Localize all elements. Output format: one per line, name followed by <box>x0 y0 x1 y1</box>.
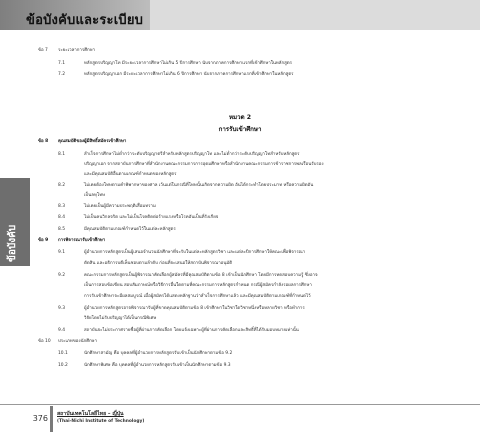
clause-text: นักศึกษาสามัญ คือ บุคคลที่ผู้อำนวยการหลักสูตรรับเข้าเป็นนักศึกษาตามข้อ 9.2 <box>84 351 233 356</box>
clause-number: 10.2 <box>58 363 68 368</box>
footer-divider <box>0 404 480 405</box>
clause-text: หลักสูตรปริญญาเอก มีระยะเวลาการศึกษาไม่เกิน 6 ปีการศึกษา นับจากภาคการศึกษาแรกที่เข้าศึกษาในหลักสูตร <box>84 72 294 77</box>
clause-number: 8.3 <box>58 204 65 209</box>
clause-number: 9.4 <box>58 328 65 333</box>
clause-text: ไม่เคยต้องโทษตามคำพิพากษาของศาล เว้นแต่ในกรณีที่โทษนั้นเกิดจากความผิด อันได้กระทำโดยประมาท หรือความผิดอัน <box>84 183 314 188</box>
clause-number: 9.3 <box>58 306 65 311</box>
clause-number: 8.4 <box>58 215 65 220</box>
clause-text: หลักสูตรปริญญาโท มีระยะเวลาการศึกษาไม่เกิน 5 ปีการศึกษา นับจากภาคการศึกษาแรกที่เข้าศึกษาในหลักสูตร <box>84 61 293 66</box>
clause-text: ประเภทของนักศึกษา <box>58 339 98 344</box>
clause-number: 9.2 <box>58 273 65 278</box>
clause-text: สำเร็จการศึกษาไม่ต่ำกว่าระดับปริญญาตรีสำหรับหลักสูตรปริญญาโท และไม่ต่ำกว่าระดับปริญญาโทสำหรับหลักสูตร <box>84 152 300 157</box>
clause-number: 8.1 <box>58 152 65 157</box>
footer-accent <box>50 406 53 432</box>
clause-number: ข้อ 7 <box>38 48 48 53</box>
chapter-title: การรับเข้าศึกษา <box>218 126 262 133</box>
clause-number: ข้อ 9 <box>38 238 49 243</box>
clause-text: คณะกรรมการหลักสูตรเป็นผู้พิจารณาคัดเลือกผู้สมัครที่มีคุณสมบัติตามข้อ 8 เข้าเป็นนักศึกษา โดยมีการทดสอบความรู้ ซึ่งอาจ <box>84 273 318 278</box>
clause-text: ตัดสิน และอธิการบดีเห็นชอบตามลำดับ ก่อนที่จะเสนอให้สถาบันพิจารณาอนุมัติ <box>84 261 233 266</box>
side-tab-label: ข้อบังคับ <box>7 224 18 262</box>
clause-text: ผู้อำนวยการหลักสูตรอาจพิจารณารับผู้ที่ขาดคุณสมบัติตามข้อ 8 เข้าศึกษาในวิชาใดวิชาหนึ่งหรือหลายวิชา หรือทำการ <box>84 306 305 311</box>
footer-institute-en: (Thai-Nichi Institute of Technology) <box>57 419 145 424</box>
clause-number: 7.2 <box>58 72 65 77</box>
clause-number: 9.1 <box>58 250 65 255</box>
clause-text: ไม่เป็นคนวิกลจริต และไม่เป็นโรคติดต่อร้ายแรงหรือโรคอันเป็นที่รังเกียจ <box>84 215 219 220</box>
clause-text: ไม่เคยเป็นผู้มีความประพฤติเสื่อมทราม <box>84 204 156 209</box>
clause-text: ปริญญาเอก จากสถาบันการศึกษาที่สำนักงานคณะกรรมการการอุดมศึกษาหรือสำนักงานคณะกรรมการข้าราชการพลเรือนรับรอง <box>84 162 324 167</box>
clause-text: วิจัยโดยไม่รับปริญญาได้เป็นกรณีพิเศษ <box>84 316 157 321</box>
clause-text: สถาบันจะไม่ประกาศรายชื่อผู้ที่ผ่านการคัดเลือก โดยแจ้งเฉพาะผู้ที่ผ่านการคัดเลือกและสิทธิ์ที่ได้รับมอบหมายเท่านั้น <box>84 328 299 333</box>
clause-text: ระยะเวลาการศึกษา <box>58 48 96 53</box>
clause-text: นักศึกษาพิเศษ คือ บุคคลที่ผู้อำนวยการหลักสูตรรับเข้าเป็นนักศึกษาตามข้อ 9.3 <box>84 363 231 368</box>
clause-text: การพิจารณารับเข้าศึกษา <box>58 238 106 243</box>
clause-number: 8.2 <box>58 183 65 188</box>
clause-text: มีคุณสมบัติตามเกณฑ์กำหนดไว้ในแต่ละหลักสูตร <box>84 227 176 232</box>
clause-number: ข้อ 10 <box>38 339 51 344</box>
footer-institute: สถาบันเทคโนโลยีไทย – ญี่ปุ่น <box>57 411 124 417</box>
page-title: ข้อบังคับและระเบียบ <box>26 13 144 28</box>
clause-text: เป็นลหุโทษ <box>84 193 106 198</box>
clause-text: เป็นการสอบข้อเขียน สอบสัมภาษณ์หรือวิธีการอื่นใดตามที่คณะกรรมการหลักสูตรกำหนด กรณีผู้สมัครกำลังรอผลการศึกษา <box>84 283 312 288</box>
clause-number: 10.1 <box>58 351 68 356</box>
clause-text: คุณสมบัติของผู้มีสิทธิ์สมัครเข้าศึกษา <box>58 139 127 144</box>
clause-number: 8.5 <box>58 227 65 232</box>
clause-number: ข้อ 8 <box>38 139 49 144</box>
clause-number: 7.1 <box>58 61 65 66</box>
clause-text: ผู้อำนวยการหลักสูตรเป็นผู้เสนอจำนวนนักศึกษาที่จะรับในแต่ละหลักสูตรวิชา และแต่ละปีการศึกษาให้คณะเพื่อพิจารณา <box>84 250 306 255</box>
chapter-number: หมวด 2 <box>228 114 252 121</box>
clause-text: การรับเข้าศึกษาจะมีผลสมบูรณ์ เมื่อผู้สมัครได้แสดงหลักฐานว่าสำเร็จการศึกษาแล้ว และมีคุณสมบัติตามเกณฑ์ที่กำหนดไว้ <box>84 294 311 299</box>
clause-text: และมีคุณสมบัติอื่นตามเกณฑ์กำหนดของหลักสูตร <box>84 172 177 177</box>
page-number: 376 <box>32 414 48 423</box>
